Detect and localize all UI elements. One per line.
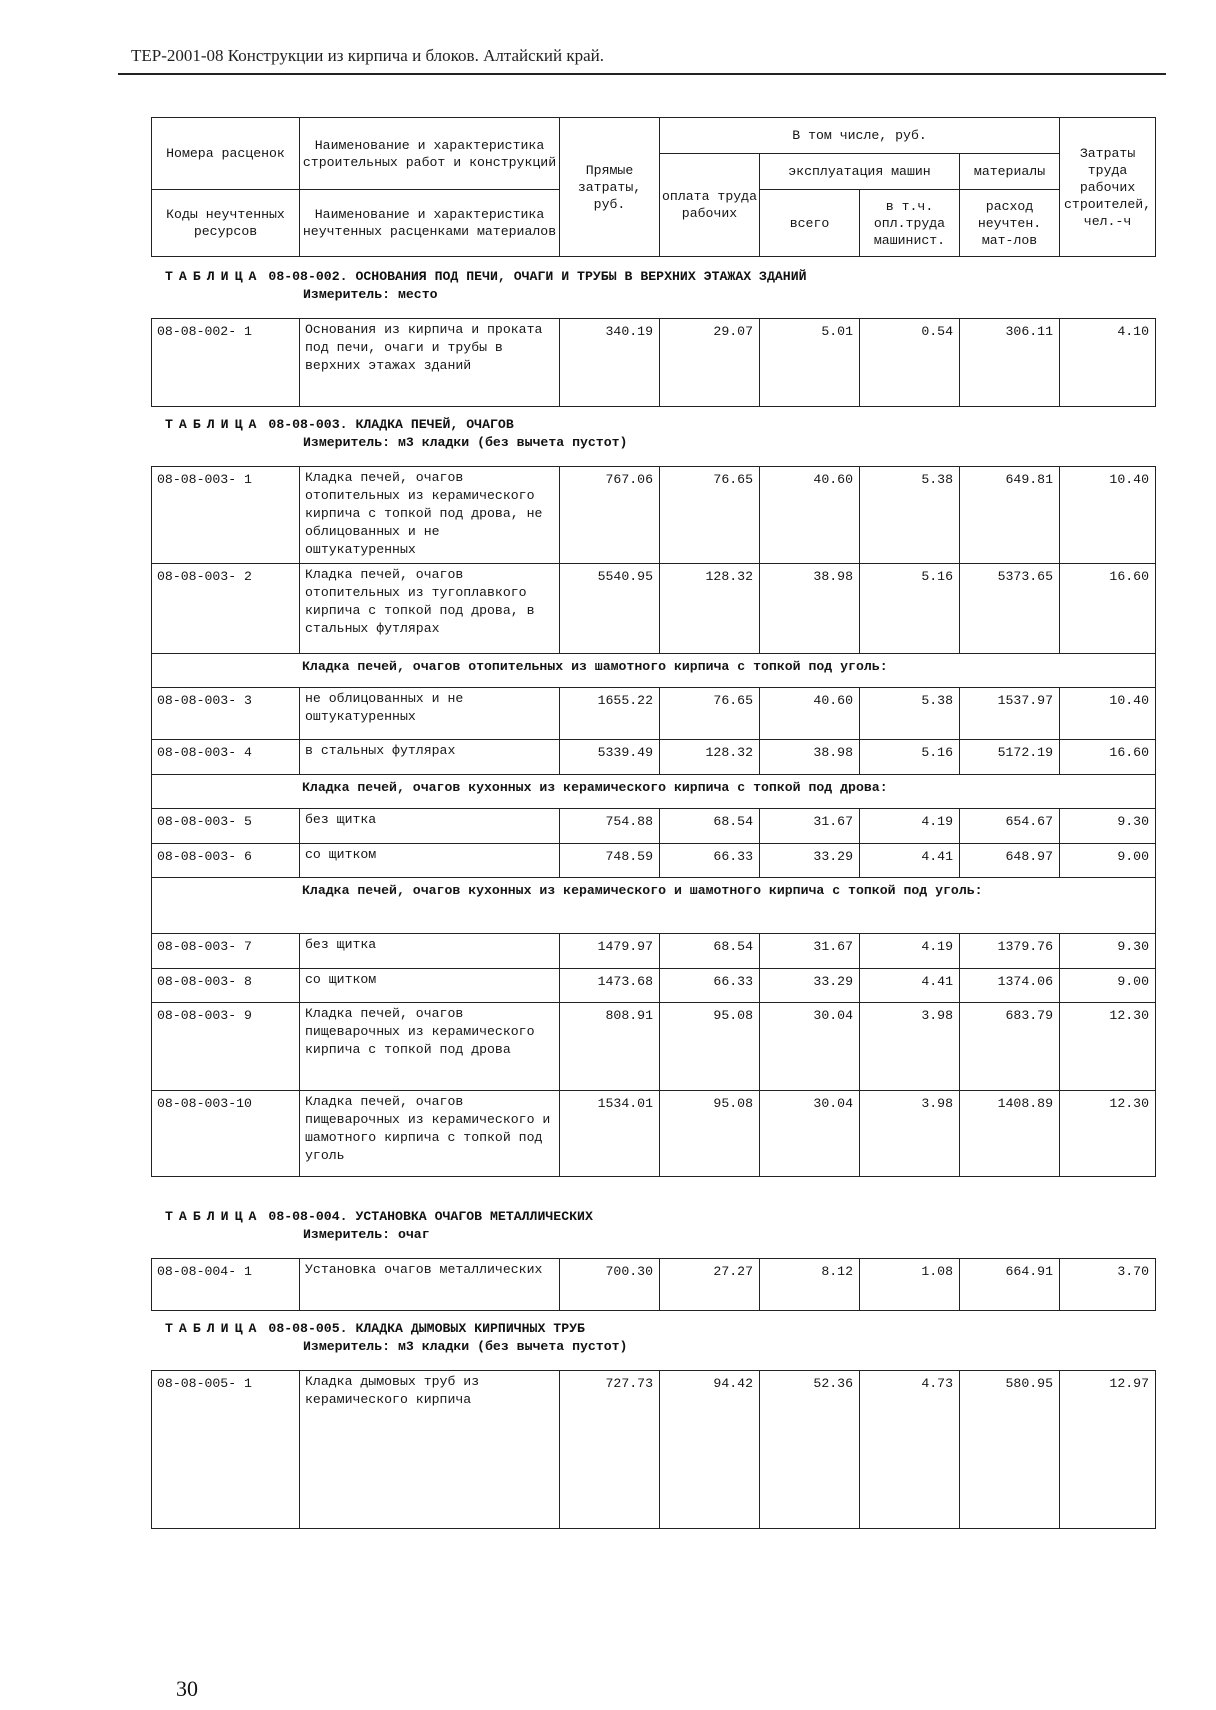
- col-direct: Прямые затраты, руб.: [560, 118, 660, 257]
- row-materials: 1374.06: [960, 969, 1060, 1003]
- row-mach: 30.04: [760, 1003, 860, 1091]
- section-heading: 08-08-004. УСТАНОВКА ОЧАГОВ МЕТАЛЛИЧЕСКИХ: [268, 1209, 593, 1224]
- row-direct: 754.88: [560, 809, 660, 844]
- row-direct: 5540.95: [560, 564, 660, 654]
- row-code: 08-08-005- 1: [152, 1371, 300, 1529]
- col-name-bottom: Наименование и характеристика неучтенных расценками материалов: [300, 190, 560, 257]
- row-mach-wages: 4.73: [860, 1371, 960, 1529]
- row-labor: 12.30: [1060, 1091, 1156, 1177]
- header-rule: [118, 73, 1166, 75]
- row-wages: 95.08: [660, 1003, 760, 1091]
- row-name: Основания из кирпича и проката под печи, очаги и трубы в верхних этажах зданий: [300, 319, 560, 407]
- table-row: [152, 809, 1156, 844]
- row-labor: 16.60: [1060, 564, 1156, 654]
- col-code-bottom: Коды неучтенных ресурсов: [152, 190, 300, 257]
- table-word: ТАБЛИЦА: [165, 269, 263, 284]
- table-row: [152, 688, 1156, 740]
- row-materials: 5172.19: [960, 740, 1060, 775]
- row-code: 08-08-003- 1: [152, 467, 300, 564]
- row-direct: 1534.01: [560, 1091, 660, 1177]
- row-direct: 748.59: [560, 844, 660, 878]
- column-header: [151, 117, 1156, 257]
- row-code: 08-08-002- 1: [152, 319, 300, 407]
- page-number: 30: [176, 1676, 198, 1701]
- row-materials: 5373.65: [960, 564, 1060, 654]
- row-direct: 1479.97: [560, 934, 660, 969]
- row-mach: 38.98: [760, 740, 860, 775]
- row-mach: 38.98: [760, 564, 860, 654]
- row-code: 08-08-003- 7: [152, 934, 300, 969]
- row-wages: 95.08: [660, 1091, 760, 1177]
- row-mach-wages: 5.16: [860, 564, 960, 654]
- row-labor: 9.00: [1060, 969, 1156, 1003]
- row-labor: 3.70: [1060, 1259, 1156, 1311]
- subgroup-heading: Кладка печей, очагов кухонных из керамического кирпича с топкой под дрова:: [152, 775, 1156, 809]
- row-name: не облицованных и не оштукатуренных: [300, 688, 560, 740]
- row-code: 08-08-003- 9: [152, 1003, 300, 1091]
- row-code: 08-08-003- 8: [152, 969, 300, 1003]
- table-row: [152, 1003, 1156, 1091]
- row-mach: 40.60: [760, 688, 860, 740]
- row-wages: 76.65: [660, 688, 760, 740]
- section-unit: Измеритель: м3 кладки (без вычета пустот): [303, 435, 628, 450]
- row-mach: 5.01: [760, 319, 860, 407]
- rates-table-002: [151, 318, 1156, 407]
- row-code: 08-08-003- 5: [152, 809, 300, 844]
- row-materials: 649.81: [960, 467, 1060, 564]
- row-labor: 10.40: [1060, 688, 1156, 740]
- section-heading: 08-08-005. КЛАДКА ДЫМОВЫХ КИРПИЧНЫХ ТРУБ: [268, 1321, 585, 1336]
- row-labor: 9.30: [1060, 934, 1156, 969]
- col-name-top: Наименование и характеристика строительных работ и конструкций: [300, 118, 560, 190]
- row-wages: 68.54: [660, 809, 760, 844]
- row-mach-wages: 4.19: [860, 934, 960, 969]
- row-direct: 340.19: [560, 319, 660, 407]
- row-mach-wages: 5.38: [860, 688, 960, 740]
- row-mach: 52.36: [760, 1371, 860, 1529]
- table-row: [152, 844, 1156, 878]
- row-mach-wages: 4.41: [860, 844, 960, 878]
- row-mach-wages: 0.54: [860, 319, 960, 407]
- row-mach-wages: 5.16: [860, 740, 960, 775]
- row-wages: 29.07: [660, 319, 760, 407]
- section-heading: 08-08-003. КЛАДКА ПЕЧЕЙ, ОЧАГОВ: [268, 417, 514, 432]
- row-name: без щитка: [300, 934, 560, 969]
- row-wages: 128.32: [660, 564, 760, 654]
- subgroup-heading: Кладка печей, очагов отопительных из шамотного кирпича с топкой под уголь:: [152, 654, 1156, 688]
- col-wages: оплата труда рабочих: [660, 154, 760, 257]
- col-mach-total: всего: [760, 190, 860, 257]
- row-materials: 1379.76: [960, 934, 1060, 969]
- subgroup-row: [152, 878, 1156, 934]
- row-name: Кладка печей, очагов пищеварочных из керамического и шамотного кирпича с топкой под уголь: [300, 1091, 560, 1177]
- col-labor: Затраты труда рабочих строителей, чел.-ч: [1060, 118, 1156, 257]
- row-direct: 700.30: [560, 1259, 660, 1311]
- row-wages: 27.27: [660, 1259, 760, 1311]
- table-word: ТАБЛИЦА: [165, 417, 263, 432]
- col-materials: расход неучтен. мат-лов: [960, 190, 1060, 257]
- section-heading: 08-08-002. ОСНОВАНИЯ ПОД ПЕЧИ, ОЧАГИ И ТРУБЫ В ВЕРХНИХ ЭТАЖАХ ЗДАНИЙ: [268, 269, 807, 284]
- row-mach-wages: 3.98: [860, 1003, 960, 1091]
- table-row: [152, 467, 1156, 564]
- row-wages: 68.54: [660, 934, 760, 969]
- subgroup-heading: Кладка печей, очагов кухонных из керамического и шамотного кирпича с топкой под уголь:: [152, 878, 1156, 934]
- section-unit: Измеритель: м3 кладки (без вычета пустот): [303, 1339, 628, 1354]
- table-row: [152, 1091, 1156, 1177]
- row-materials: 580.95: [960, 1371, 1060, 1529]
- row-wages: 66.33: [660, 844, 760, 878]
- table-row: [152, 319, 1156, 407]
- section-unit: Измеритель: место: [303, 287, 438, 302]
- row-labor: 9.30: [1060, 809, 1156, 844]
- row-name: в стальных футлярах: [300, 740, 560, 775]
- row-mach-wages: 1.08: [860, 1259, 960, 1311]
- row-labor: 9.00: [1060, 844, 1156, 878]
- section-title-003: [165, 416, 627, 452]
- rates-table-004: [151, 1258, 1156, 1311]
- materials-group: материалы: [960, 154, 1060, 190]
- row-direct: 727.73: [560, 1371, 660, 1529]
- row-code: 08-08-003-10: [152, 1091, 300, 1177]
- row-labor: 12.30: [1060, 1003, 1156, 1091]
- table-row: [152, 969, 1156, 1003]
- row-direct: 5339.49: [560, 740, 660, 775]
- row-mach: 8.12: [760, 1259, 860, 1311]
- row-materials: 654.67: [960, 809, 1060, 844]
- machines-group: эксплуатация машин: [760, 154, 960, 190]
- section-title-002: [165, 268, 807, 304]
- row-labor: 4.10: [1060, 319, 1156, 407]
- row-name: Кладка печей, очагов отопительных из тугоплавкого кирпича с топкой под дрова, в стальных футлярах: [300, 564, 560, 654]
- col-code-top: Номера расценок: [152, 118, 300, 190]
- row-mach-wages: 3.98: [860, 1091, 960, 1177]
- row-direct: 808.91: [560, 1003, 660, 1091]
- row-mach: 33.29: [760, 844, 860, 878]
- row-mach: 31.67: [760, 934, 860, 969]
- rates-table-005: [151, 1370, 1156, 1529]
- row-materials: 306.11: [960, 319, 1060, 407]
- row-materials: 1537.97: [960, 688, 1060, 740]
- row-mach-wages: 5.38: [860, 467, 960, 564]
- row-name: со щитком: [300, 844, 560, 878]
- table-row: [152, 934, 1156, 969]
- row-materials: 683.79: [960, 1003, 1060, 1091]
- incl-group: В том числе, руб.: [660, 118, 1060, 154]
- row-wages: 94.42: [660, 1371, 760, 1529]
- row-direct: 1655.22: [560, 688, 660, 740]
- row-mach: 31.67: [760, 809, 860, 844]
- row-labor: 12.97: [1060, 1371, 1156, 1529]
- row-mach-wages: 4.19: [860, 809, 960, 844]
- row-wages: 128.32: [660, 740, 760, 775]
- running-head: ТЕР-2001-08 Конструкции из кирпича и блоков. Алтайский край.: [131, 46, 605, 65]
- row-mach: 30.04: [760, 1091, 860, 1177]
- row-mach-wages: 4.41: [860, 969, 960, 1003]
- row-name: Кладка печей, очагов отопительных из керамического кирпича с топкой под дрова, не облицованных и не оштукатуренных: [300, 467, 560, 564]
- row-direct: 1473.68: [560, 969, 660, 1003]
- row-materials: 648.97: [960, 844, 1060, 878]
- table-row: [152, 1259, 1156, 1311]
- row-code: 08-08-004- 1: [152, 1259, 300, 1311]
- subgroup-row: [152, 654, 1156, 688]
- row-labor: 16.60: [1060, 740, 1156, 775]
- table-row: [152, 564, 1156, 654]
- col-mach-wages: в т.ч. опл.труда машинист.: [860, 190, 960, 257]
- row-mach: 40.60: [760, 467, 860, 564]
- table-word: ТАБЛИЦА: [165, 1321, 263, 1336]
- table-word: ТАБЛИЦА: [165, 1209, 263, 1224]
- row-materials: 1408.89: [960, 1091, 1060, 1177]
- row-name: Кладка печей, очагов пищеварочных из керамического кирпича с топкой под дрова: [300, 1003, 560, 1091]
- row-wages: 76.65: [660, 467, 760, 564]
- row-name: Кладка дымовых труб из керамического кирпича: [300, 1371, 560, 1529]
- row-materials: 664.91: [960, 1259, 1060, 1311]
- row-code: 08-08-003- 4: [152, 740, 300, 775]
- row-mach: 33.29: [760, 969, 860, 1003]
- row-name: со щитком: [300, 969, 560, 1003]
- row-code: 08-08-003- 3: [152, 688, 300, 740]
- table-row: [152, 740, 1156, 775]
- row-labor: 10.40: [1060, 467, 1156, 564]
- row-name: без щитка: [300, 809, 560, 844]
- row-direct: 767.06: [560, 467, 660, 564]
- row-code: 08-08-003- 2: [152, 564, 300, 654]
- table-row: [152, 1371, 1156, 1529]
- subgroup-row: [152, 775, 1156, 809]
- section-unit: Измеритель: очаг: [303, 1227, 430, 1242]
- row-code: 08-08-003- 6: [152, 844, 300, 878]
- row-wages: 66.33: [660, 969, 760, 1003]
- row-name: Установка очагов металлических: [300, 1259, 560, 1311]
- rates-table-003: [151, 466, 1156, 1177]
- section-title-005: [165, 1320, 627, 1356]
- section-title-004: [165, 1208, 593, 1244]
